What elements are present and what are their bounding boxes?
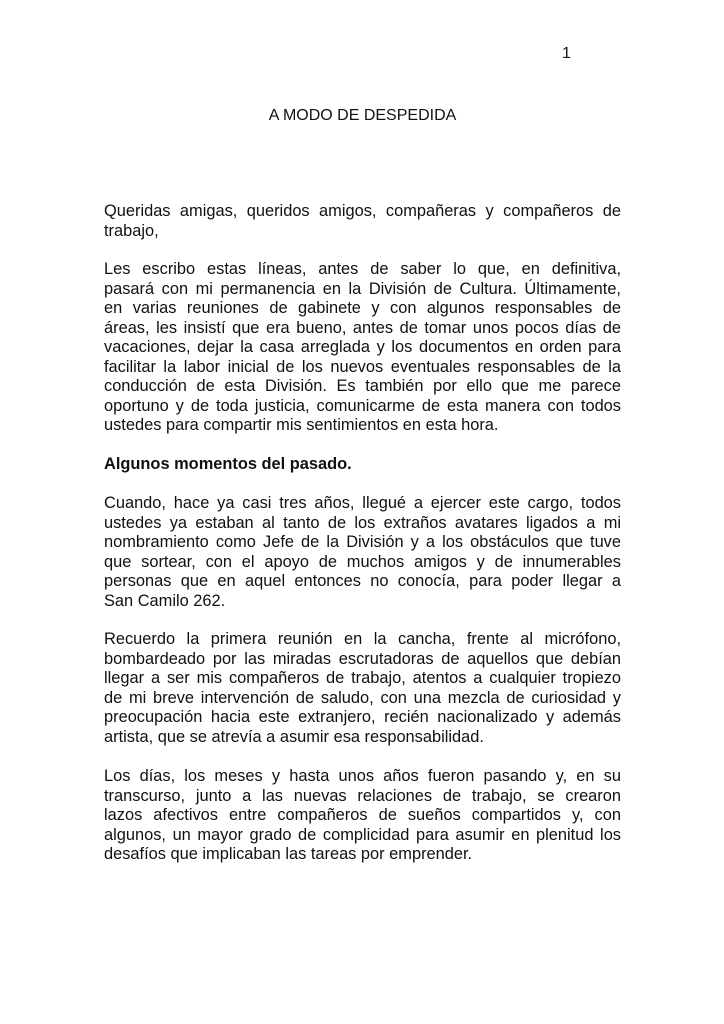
text-line: vacaciones, dejar la casa arreglada y los documentos en orden para — [104, 338, 621, 356]
text-line: algunos, un mayor grado de complicidad para asumir en plenitud los — [104, 825, 621, 844]
text-line: San Camilo 262. — [104, 591, 226, 610]
text-line: facilitar la labor inicial de los nuevos eventuales responsables de la — [104, 357, 621, 376]
paragraph-3 — [104, 630, 621, 747]
text-line: transcurso, junto a las nuevas relaciones de trabajo, se crearon — [104, 786, 621, 805]
text-line: desafíos que implicaban las tareas por emprender. — [104, 845, 473, 863]
text-line: que sortear, con el apoyo de muchos amigos y de innumerables — [104, 552, 621, 571]
text-line: nombramiento como Jefe de la División y a los obstáculos que tuve — [104, 533, 621, 551]
text-line: ustedes para compartir mis sentimientos en esta hora. — [104, 416, 499, 434]
text-line: Queridas amigas, queridos amigos, compañeras y compañeros de — [104, 202, 621, 220]
text-line: Les escribo estas líneas, antes de saber lo que, en definitiva, — [104, 260, 621, 278]
text-line: bombardeado por las miradas escrutadoras de aquellos que debían — [104, 649, 621, 668]
text-line: personas que en aquel entonces no conocía, para poder llegar a — [104, 572, 621, 590]
text-line: preocupación hacia este extranjero, recién nacionalizado y además — [104, 708, 621, 726]
page-number: 1 — [562, 45, 571, 62]
page-title-text: A MODO DE DESPEDIDA — [268, 107, 457, 124]
text-line: Los días, los meses y hasta unos años fueron pasando y, en su — [104, 767, 621, 785]
page-title — [0, 106, 724, 125]
text-line: conducción de esta División. Es también por ello que me parece — [104, 377, 621, 395]
text-line: áreas, les insistí que era bueno, antes de tomar unos pocos días de — [104, 318, 621, 337]
text-line: en varias reuniones de gabinete y con algunos responsables de — [104, 299, 621, 317]
text-line: artista, que se atrevía a asumir esa responsabilidad. — [104, 727, 484, 746]
text-line: de mi breve intervención de saludo, con una mezcla de curiosidad y — [104, 688, 621, 707]
paragraph-2 — [104, 494, 621, 611]
text-line: trabajo, — [104, 221, 159, 240]
section-heading-text: Algunos momentos del pasado. — [104, 455, 352, 473]
greeting-paragraph — [104, 202, 621, 241]
text-line: ustedes ya estaban al tanto de los extraños avatares ligados a mi — [104, 513, 621, 532]
text-line: lazos afectivos entre compañeros de sueños compartidos y, con — [104, 806, 621, 824]
paragraph-1 — [104, 260, 621, 436]
text-line: Cuando, hace ya casi tres años, llegué a ejercer este cargo, todos — [104, 494, 621, 512]
text-line: pasará con mi permanencia en la División de Cultura. Últimamente, — [104, 279, 621, 298]
text-line: llegar a ser mis compañeros de trabajo, atentos a cualquier tropiezo — [104, 669, 621, 687]
text-line: oportuno y de toda justicia, comunicarme de esta manera con todos — [104, 396, 621, 415]
text-line: Recuerdo la primera reunión en la cancha, frente al micrófono, — [104, 630, 621, 648]
section-heading — [104, 455, 621, 475]
paragraph-4 — [104, 767, 621, 865]
